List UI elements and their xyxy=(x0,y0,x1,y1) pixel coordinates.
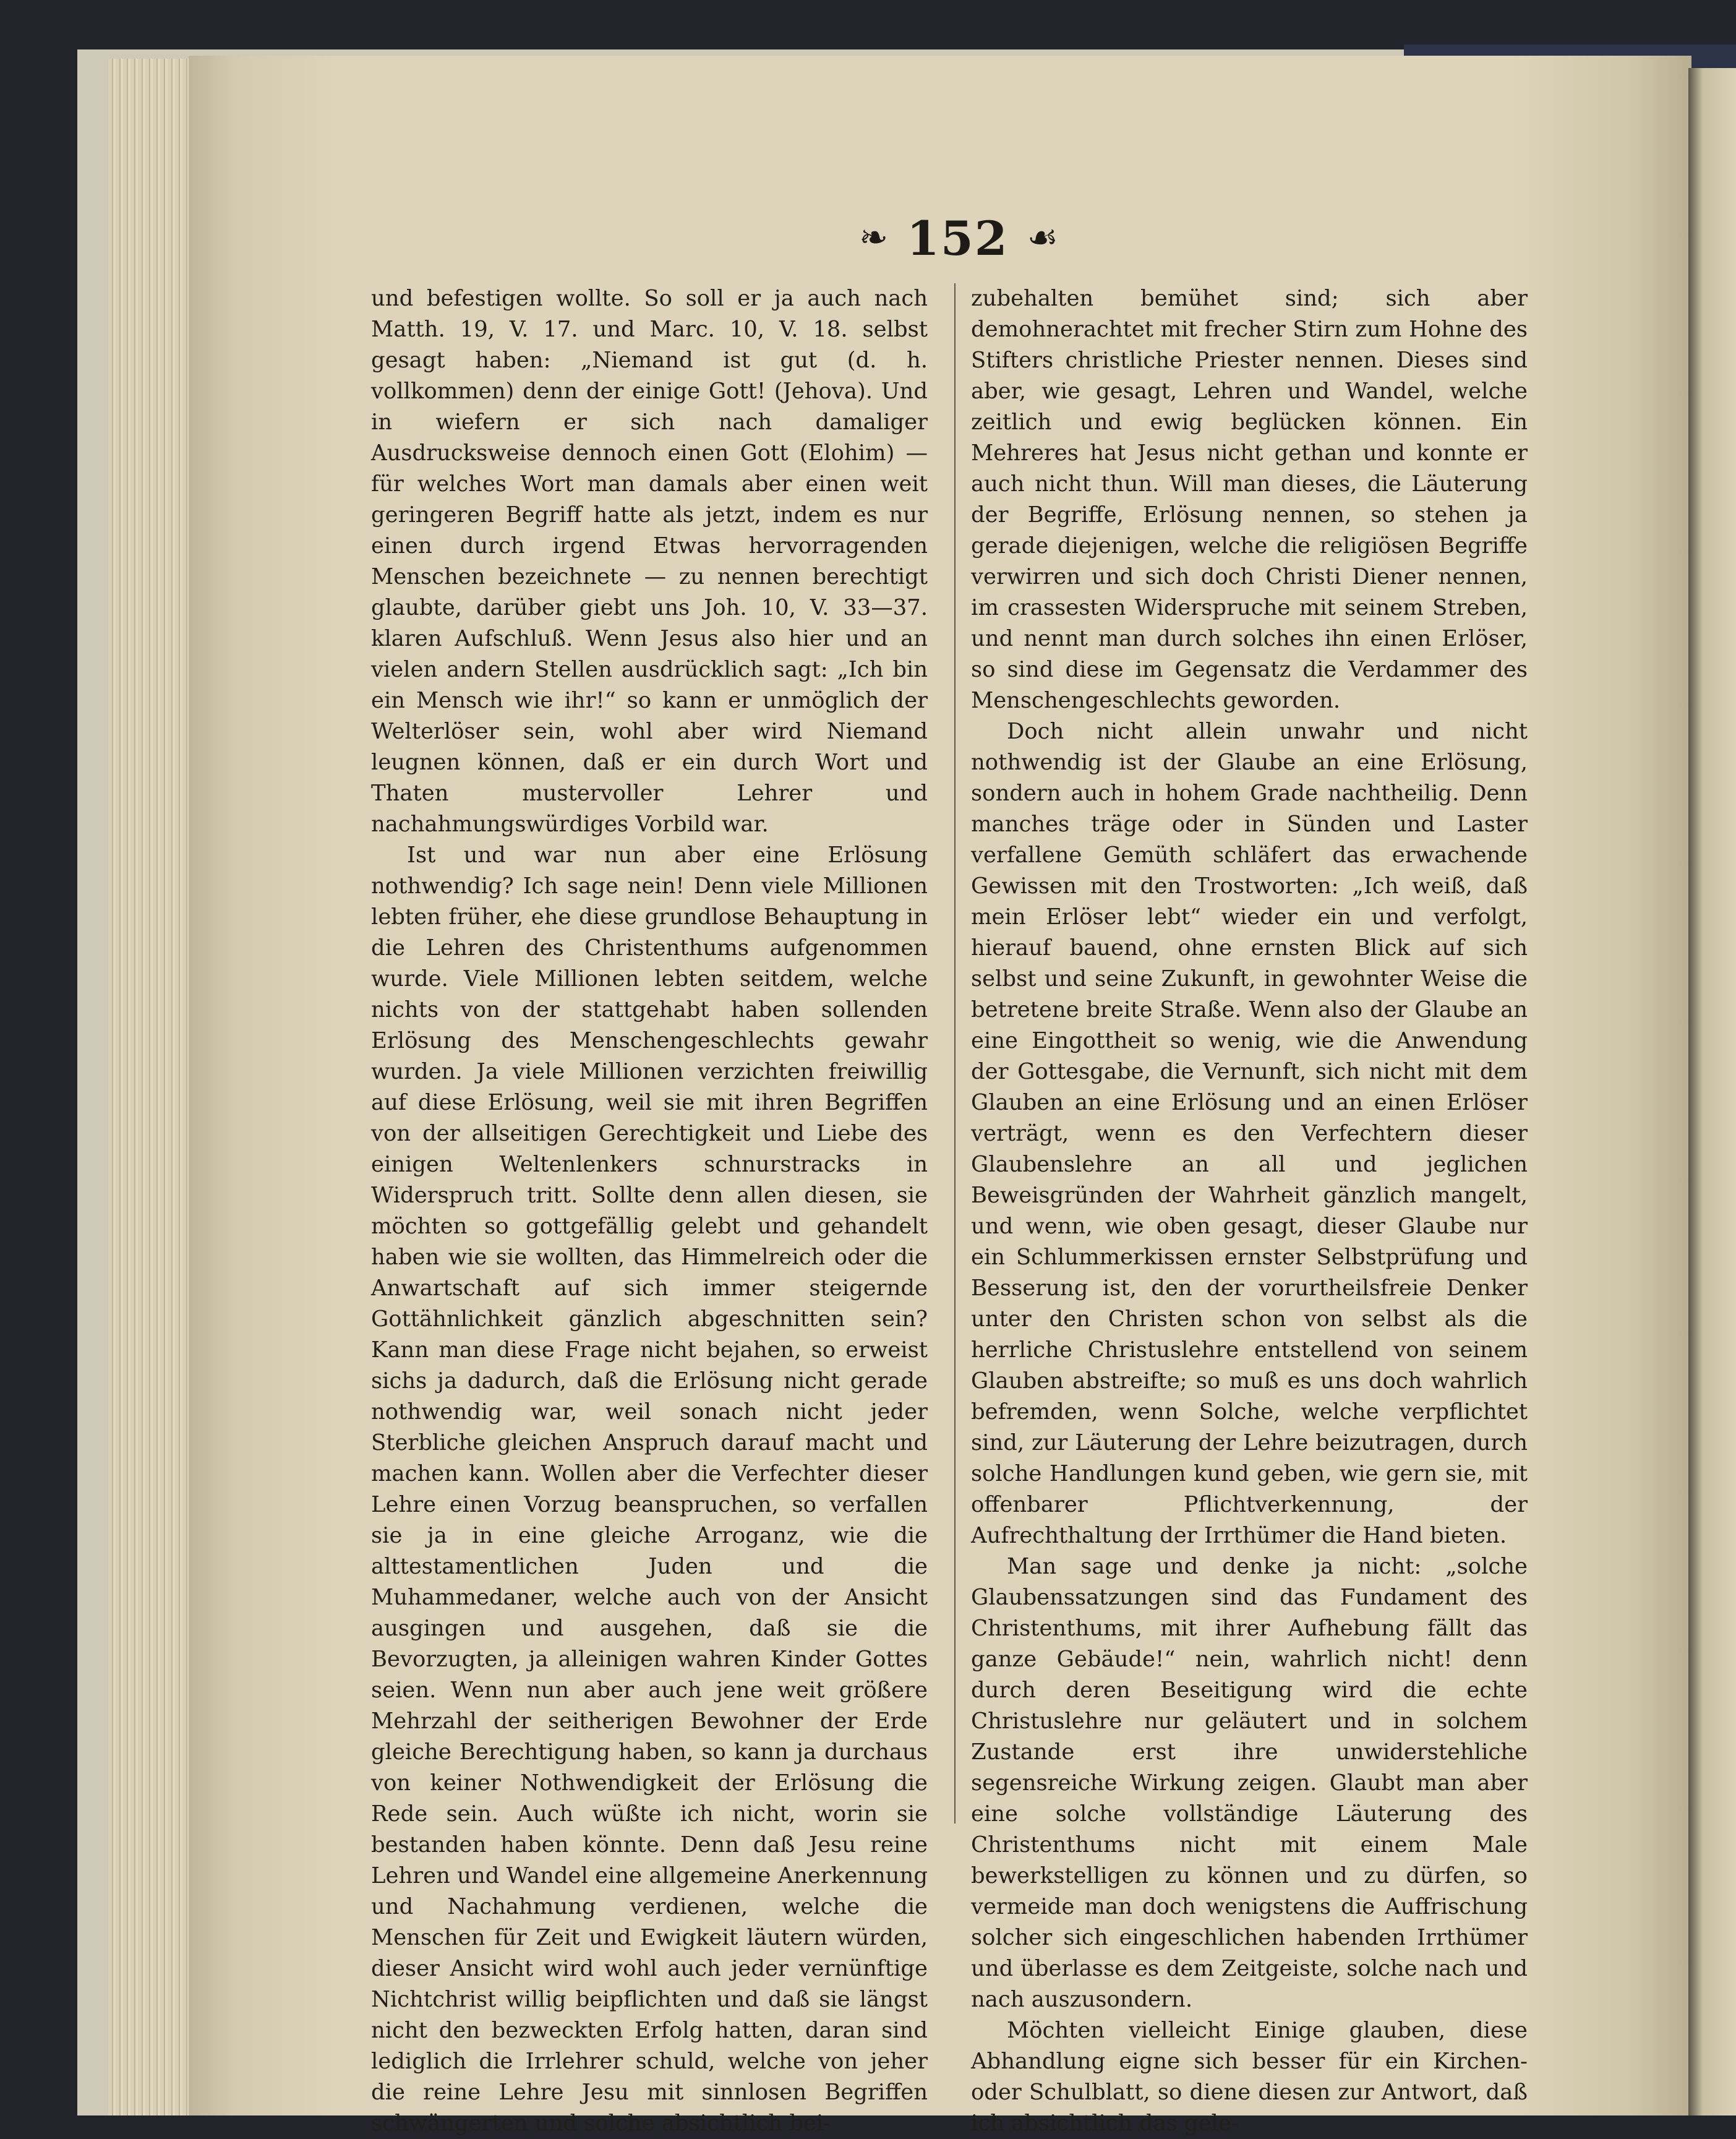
page-number: 152 xyxy=(907,210,1009,266)
facing-page-edge xyxy=(1688,68,1736,2115)
paragraph: Doch nicht allein unwahr und nicht nothwendig ist der Glaube an eine Erlösung, sondern auch in hohem Grade nachtheilig. Denn manches träge oder in Sünden und Laster verfallene Gemüth schläfert das erwachende Gewissen mit den Trostworten: „Ich weiß, daß mein Erlöser lebt“ wieder ein und verfolgt, hierauf bauend, ohne ernsten Blick auf sich selbst und seine Zukunft, in gewohnter Weise die betretene breite Straße. Wenn also der Glaube an eine Eingottheit so wenig, wie die Anwendung der Gottesgabe, die Vernunft, sich nicht mit dem Glauben an eine Erlösung und an einen Erlöser verträgt, wenn es den Verfechtern dieser Glaubenslehre an all und jeglichen Beweisgründen der Wahrheit gänzlich mangelt, und wenn, wie oben gesagt, dieser Glaube nur ein Schlummerkissen ernster Selbstprüfung und Besserung ist, den der vorurtheilsfreie Denker unter den Christen schon von selbst als die herrliche Christuslehre entstellend von seinem Glauben abstreifte; so muß es uns doch wahrlich befremden, wenn Solche, welche verpflichtet sind, zur Läuterung der Lehre beizutragen, durch solche Handlungen kund geben, wie gern sie, mit offenbarer Pflichtverkennung, der Aufrechthaltung der Irrthümer die Hand bieten. xyxy=(971,719,1528,1548)
column-divider xyxy=(954,283,956,1824)
right-column xyxy=(971,283,1528,2136)
paragraph: und befestigen wollte. So soll er ja auch nach Matth. 19, V. 17. und Marc. 10, V. 18. selbst gesagt haben: „Niemand ist gut (d. h. vollkommen) denn der einige Gott! (Jehova). Und in wiefern er sich nach damaliger Ausdrucksweise dennoch einen Gott (Elohim) — für welches Wort man damals aber einen weit geringeren Begriff hatte als jetzt, indem es nur einen durch irgend Etwas hervorragenden Menschen bezeichnete — zu nennen berechtigt glaubte, darüber giebt uns Joh. 10, V. 33—37. klaren Aufschluß. Wenn Jesus also hier und an vielen andern Stellen ausdrücklich sagt: „Ich bin ein Mensch wie ihr!“ so kann er unmöglich der Welterlöser sein, wohl aber wird Niemand leugnen können, daß er ein durch Wort und Thaten mustervoller Lehrer und nachahmungswürdiges Vorbild war. xyxy=(371,286,928,837)
paragraph: zubehalten bemühet sind; sich aber demohnerachtet mit frecher Stirn zum Hohne des Stifters christliche Priester nennen. Dieses sind aber, wie gesagt, Lehren und Wandel, welche zeitlich und ewig beglücken können. Ein Mehreres hat Jesus nicht gethan und konnte er auch nicht thun. Will man dieses, die Läuterung der Begriffe, Erlösung nennen, so stehen ja gerade diejenigen, welche die religiösen Begriffe verwirren und sich doch Christi Diener nennen, im crassesten Widerspruche mit seinem Streben, und nennt man durch solches ihn einen Erlöser, so sind diese im Gegensatz die Verdammer des Menschengeschlechts geworden. xyxy=(971,286,1528,713)
ornament-right-icon: ☙ xyxy=(1027,218,1058,258)
paragraph: Ist und war nun aber eine Erlösung nothwendig? Ich sage nein! Denn viele Millionen lebten früher, ehe diese grundlose Behauptung in die Lehren des Christenthums aufgenommen wurde. Viele Millionen lebten seitdem, welche nichts von der stattgehabt haben sollenden Erlösung des Menschengeschlechts gewahr wurden. Ja viele Millionen verzichten freiwillig auf diese Erlösung, weil sie mit ihren Begriffen von der allseitigen Gerechtigkeit und Liebe des einigen Weltenlenkers schnurstracks in Widerspruch tritt. Sollte denn allen diesen, sie möchten so gottgefällig gelebt und gehandelt haben wie sie wollten, das Himmelreich oder die Anwartschaft auf sich immer steigernde Gottähnlichkeit gänzlich abgeschnitten sein? Kann man diese Frage nicht bejahen, so erweist sichs ja dadurch, daß die Erlösung nicht gerade nothwendig war, weil sonach nicht jeder Sterbliche gleichen Anspruch darauf macht und machen kann. Wollen aber die Verfechter dieser Lehre einen Vorzug beanspruchen, so verfallen sie ja in eine gleiche Arroganz, wie die alttestamentlichen Juden und die Muhammedaner, welche auch von der Ansicht ausgingen und ausgehen, daß sie die Bevorzugten, ja alleinigen wahren Kinder Gottes seien. Wenn nun aber auch jene weit größere Mehrzahl der seitherigen Bewohner der Erde gleiche Berechtigung haben, so kann ja durchaus von keiner Nothwendigkeit der Erlösung die Rede sein. Auch wüßte ich nicht, worin sie bestanden haben könnte. Denn daß Jesu reine Lehren und Wandel eine allgemeine Anerkennung und Nachahmung verdienen, welche die Menschen für Zeit und Ewigkeit läutern würden, dieser Ansicht wird wohl auch jeder vernünftige Nichtchrist willig beipflichten und daß sie längst nicht den bezweckten Erfolg hatten, daran sind lediglich die Irrlehrer schuld, welche von jeher die reine Lehre Jesu mit sinnlosen Begriffen schwängerten und solche absichtlich bei- xyxy=(371,842,928,2136)
paragraph: Möchten vielleicht Einige glauben, diese Abhandlung eigne sich besser für ein Kirchen- oder Schulblatt, so diene diesen zur Antwort, daß ich absichtlich das gele- xyxy=(971,2018,1528,2136)
page-stack-edge xyxy=(108,59,201,2115)
page-header xyxy=(804,210,1113,266)
paragraph: Man sage und denke ja nicht: „solche Glaubenssatzungen sind das Fundament des Christenthums, mit ihrer Aufhebung fällt das ganze Gebäude!“ nein, wahrlich nicht! denn durch deren Beseitigung wird die echte Christuslehre nur geläutert und in solchem Zustande erst ihre unwiderstehliche segensreiche Wirkung zeigen. Glaubt man aber eine solche vollständige Läuterung des Christenthums nicht mit einem Male bewerkstelligen zu können und zu dürfen, so vermeide man doch wenigstens die Auffrischung solcher sich eingeschlichen habenden Irrthümer und überlasse es dem Zeitgeiste, solche nach und nach auszusondern. xyxy=(971,1554,1528,2012)
left-column xyxy=(371,283,928,2136)
ornament-left-icon: ❧ xyxy=(859,218,889,258)
